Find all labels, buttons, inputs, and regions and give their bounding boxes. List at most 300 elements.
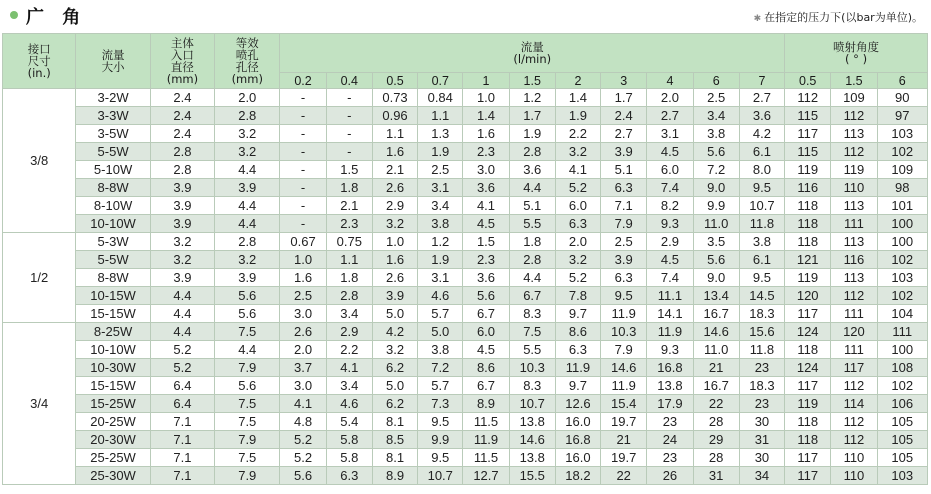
table-cell: 30 bbox=[739, 413, 784, 431]
table-cell: 2.6 bbox=[372, 269, 417, 287]
table-cell: 2.8 bbox=[150, 161, 214, 179]
table-body bbox=[3, 89, 928, 485]
table-cell: 30 bbox=[739, 449, 784, 467]
table-cell: 3.2 bbox=[215, 125, 280, 143]
table-cell: 117 bbox=[785, 305, 831, 323]
table-cell: 4.1 bbox=[555, 161, 600, 179]
table-cell: 105 bbox=[877, 431, 927, 449]
table-cell: - bbox=[280, 215, 326, 233]
table-cell: 11.8 bbox=[739, 215, 784, 233]
table-cell: 5.1 bbox=[601, 161, 647, 179]
table-cell: 103 bbox=[877, 269, 927, 287]
table-cell: 110 bbox=[831, 449, 877, 467]
table-cell: 2.7 bbox=[601, 125, 647, 143]
table-cell: - bbox=[326, 143, 372, 161]
table-cell: 119 bbox=[831, 161, 877, 179]
flow-pressure-header: 1 bbox=[463, 73, 509, 89]
table-cell: 2.9 bbox=[326, 323, 372, 341]
table-cell: 5.1 bbox=[509, 197, 555, 215]
table-row bbox=[3, 287, 928, 305]
table-cell: 4.2 bbox=[372, 323, 417, 341]
table-cell: 117 bbox=[785, 377, 831, 395]
table-cell: 2.0 bbox=[215, 89, 280, 107]
table-cell: 3.4 bbox=[418, 197, 463, 215]
table-cell: 2.9 bbox=[647, 233, 693, 251]
table-cell: 9.0 bbox=[693, 269, 739, 287]
table-row bbox=[3, 251, 928, 269]
table-cell: 2.5 bbox=[601, 233, 647, 251]
table-cell: 28 bbox=[693, 413, 739, 431]
table-cell: 3.0 bbox=[280, 305, 326, 323]
table-cell: 7.5 bbox=[509, 323, 555, 341]
table-cell: 2.8 bbox=[326, 287, 372, 305]
table-cell: 7.9 bbox=[601, 215, 647, 233]
table-cell: 4.4 bbox=[150, 287, 214, 305]
table-cell: 112 bbox=[785, 89, 831, 107]
table-cell: 3.6 bbox=[463, 269, 509, 287]
table-cell: 3.8 bbox=[418, 215, 463, 233]
table-cell: 1.8 bbox=[509, 233, 555, 251]
table-cell: 4.6 bbox=[418, 287, 463, 305]
table-cell: 4.4 bbox=[215, 197, 280, 215]
table-cell: 14.6 bbox=[693, 323, 739, 341]
table-cell: 109 bbox=[831, 89, 877, 107]
table-cell: 13.8 bbox=[509, 449, 555, 467]
table-cell: 15.6 bbox=[739, 323, 784, 341]
table-cell: 109 bbox=[877, 161, 927, 179]
header-row-main bbox=[3, 34, 928, 73]
table-cell: 8.3 bbox=[509, 377, 555, 395]
bullet-dot-icon bbox=[10, 11, 18, 19]
table-cell: 7.9 bbox=[215, 431, 280, 449]
table-cell: 1.2 bbox=[418, 233, 463, 251]
title-bar bbox=[0, 0, 931, 30]
flow-size-cell: 8-10W bbox=[76, 197, 150, 215]
table-cell: 3.9 bbox=[150, 269, 214, 287]
table-cell: 3.2 bbox=[215, 143, 280, 161]
table-cell: 112 bbox=[831, 413, 877, 431]
table-cell: 2.8 bbox=[509, 143, 555, 161]
table-cell: 6.4 bbox=[150, 377, 214, 395]
table-cell: 1.5 bbox=[463, 233, 509, 251]
table-cell: 8.1 bbox=[372, 449, 417, 467]
table-cell: 29 bbox=[693, 431, 739, 449]
table-row bbox=[3, 197, 928, 215]
col-header-spray-angle: 喷射角度 ( ° ) bbox=[785, 34, 928, 73]
table-cell: 6.7 bbox=[463, 377, 509, 395]
table-cell: 28 bbox=[693, 449, 739, 467]
table-cell: 12.7 bbox=[463, 467, 509, 485]
table-cell: 14.1 bbox=[647, 305, 693, 323]
table-row bbox=[3, 215, 928, 233]
table-cell: 3.9 bbox=[601, 251, 647, 269]
table-cell: 1.7 bbox=[601, 89, 647, 107]
flow-size-cell: 8-8W bbox=[76, 269, 150, 287]
table-cell: 3.2 bbox=[215, 251, 280, 269]
table-cell: 100 bbox=[877, 233, 927, 251]
table-row bbox=[3, 125, 928, 143]
table-cell: 118 bbox=[785, 233, 831, 251]
table-cell: 9.5 bbox=[418, 449, 463, 467]
table-cell: 5.2 bbox=[280, 431, 326, 449]
table-cell: 116 bbox=[831, 251, 877, 269]
table-cell: 1.0 bbox=[372, 233, 417, 251]
table-cell: 113 bbox=[831, 197, 877, 215]
table-cell: 5.7 bbox=[418, 305, 463, 323]
table-cell: 7.9 bbox=[215, 467, 280, 485]
table-cell: 111 bbox=[877, 323, 927, 341]
table-cell: 23 bbox=[647, 449, 693, 467]
table-cell: - bbox=[280, 89, 326, 107]
table-cell: 0.67 bbox=[280, 233, 326, 251]
flow-size-cell: 10-10W bbox=[76, 341, 150, 359]
table-cell: 3.4 bbox=[693, 107, 739, 125]
table-cell: 34 bbox=[739, 467, 784, 485]
table-cell: 24 bbox=[647, 431, 693, 449]
table-cell: 108 bbox=[877, 359, 927, 377]
table-cell: 0.84 bbox=[418, 89, 463, 107]
table-cell: 102 bbox=[877, 287, 927, 305]
table-cell: 5.0 bbox=[418, 323, 463, 341]
table-cell: 6.0 bbox=[463, 323, 509, 341]
table-cell: 5.2 bbox=[150, 359, 214, 377]
table-cell: 118 bbox=[785, 413, 831, 431]
table-cell: 13.4 bbox=[693, 287, 739, 305]
flow-pressure-header: 4 bbox=[647, 73, 693, 89]
table-cell: 1.8 bbox=[326, 179, 372, 197]
table-row bbox=[3, 449, 928, 467]
table-cell: 3.0 bbox=[463, 161, 509, 179]
table-cell: 4.1 bbox=[280, 395, 326, 413]
table-cell: 114 bbox=[831, 395, 877, 413]
table-cell: - bbox=[326, 107, 372, 125]
flow-size-cell: 25-30W bbox=[76, 467, 150, 485]
table-cell: 2.2 bbox=[555, 125, 600, 143]
table-cell: 2.0 bbox=[647, 89, 693, 107]
table-cell: 1.9 bbox=[418, 143, 463, 161]
page-title: 广 角 bbox=[26, 7, 87, 28]
table-cell: 105 bbox=[877, 413, 927, 431]
table-row bbox=[3, 413, 928, 431]
table-cell: 13.8 bbox=[647, 377, 693, 395]
table-cell: 117 bbox=[831, 359, 877, 377]
table-row bbox=[3, 305, 928, 323]
table-cell: 8.5 bbox=[372, 431, 417, 449]
table-cell: 5.6 bbox=[463, 287, 509, 305]
table-cell: 5.6 bbox=[215, 287, 280, 305]
table-cell: 2.6 bbox=[280, 323, 326, 341]
table-cell: 31 bbox=[739, 431, 784, 449]
table-cell: 16.0 bbox=[555, 413, 600, 431]
flow-size-cell: 5-10W bbox=[76, 161, 150, 179]
table-cell: - bbox=[280, 143, 326, 161]
flow-size-cell: 10-30W bbox=[76, 359, 150, 377]
flow-size-cell: 10-15W bbox=[76, 287, 150, 305]
table-cell: 19.7 bbox=[601, 449, 647, 467]
table-cell: 118 bbox=[785, 215, 831, 233]
table-cell: 119 bbox=[785, 269, 831, 287]
connection-size-cell: 1/2 bbox=[3, 233, 76, 323]
table-cell: 8.1 bbox=[372, 413, 417, 431]
flow-pressure-header: 7 bbox=[739, 73, 784, 89]
col-header-inlet-diameter: 主体 入口 直径 (mm) bbox=[150, 34, 214, 89]
table-cell: 2.7 bbox=[739, 89, 784, 107]
table-cell: 8.3 bbox=[509, 305, 555, 323]
table-cell: 98 bbox=[877, 179, 927, 197]
table-cell: 9.5 bbox=[601, 287, 647, 305]
table-cell: 9.9 bbox=[693, 197, 739, 215]
table-cell: 7.9 bbox=[601, 341, 647, 359]
angle-pressure-header: 1.5 bbox=[831, 73, 877, 89]
table-cell: 6.7 bbox=[463, 305, 509, 323]
table-cell: 5.5 bbox=[509, 215, 555, 233]
table-row bbox=[3, 89, 928, 107]
table-cell: 102 bbox=[877, 251, 927, 269]
table-cell: 21 bbox=[601, 431, 647, 449]
table-cell: 2.9 bbox=[372, 197, 417, 215]
table-cell: 4.5 bbox=[647, 251, 693, 269]
table-row bbox=[3, 179, 928, 197]
table-cell: 16.8 bbox=[647, 359, 693, 377]
table-row bbox=[3, 233, 928, 251]
table-cell: 6.0 bbox=[555, 197, 600, 215]
table-cell: 7.4 bbox=[647, 179, 693, 197]
connection-size-cell: 3/8 bbox=[3, 89, 76, 233]
table-cell: 16.7 bbox=[693, 377, 739, 395]
table-cell: 18.2 bbox=[555, 467, 600, 485]
table-cell: 9.0 bbox=[693, 179, 739, 197]
table-cell: 14.6 bbox=[509, 431, 555, 449]
table-cell: 100 bbox=[877, 215, 927, 233]
pressure-note bbox=[754, 9, 923, 25]
table-cell: 16.8 bbox=[555, 431, 600, 449]
table-cell: 5.2 bbox=[555, 179, 600, 197]
table-cell: 117 bbox=[785, 125, 831, 143]
table-cell: 23 bbox=[647, 413, 693, 431]
table-cell: 11.5 bbox=[463, 449, 509, 467]
table-cell: 1.8 bbox=[326, 269, 372, 287]
table-row bbox=[3, 395, 928, 413]
table-cell: 5.8 bbox=[326, 449, 372, 467]
table-cell: 14.5 bbox=[739, 287, 784, 305]
table-cell: 16.0 bbox=[555, 449, 600, 467]
table-cell: 3.2 bbox=[150, 251, 214, 269]
flow-pressure-header: 2 bbox=[555, 73, 600, 89]
table-cell: 1.3 bbox=[418, 125, 463, 143]
table-cell: 22 bbox=[601, 467, 647, 485]
table-cell: 2.7 bbox=[647, 107, 693, 125]
table-cell: 121 bbox=[785, 251, 831, 269]
table-cell: 1.0 bbox=[463, 89, 509, 107]
col-header-flow-size: 流量 大小 bbox=[76, 34, 150, 89]
table-cell: 117 bbox=[785, 467, 831, 485]
table-cell: - bbox=[326, 89, 372, 107]
flow-size-cell: 8-8W bbox=[76, 179, 150, 197]
table-cell: 15.5 bbox=[509, 467, 555, 485]
table-cell: 6.3 bbox=[555, 215, 600, 233]
table-cell: - bbox=[280, 179, 326, 197]
table-cell: 1.9 bbox=[509, 125, 555, 143]
table-cell: 90 bbox=[877, 89, 927, 107]
table-cell: 8.2 bbox=[647, 197, 693, 215]
table-cell: 2.8 bbox=[150, 143, 214, 161]
table-cell: 5.6 bbox=[215, 305, 280, 323]
table-cell: 11.0 bbox=[693, 215, 739, 233]
flow-size-cell: 15-15W bbox=[76, 377, 150, 395]
table-cell: 11.9 bbox=[647, 323, 693, 341]
table-cell: 9.7 bbox=[555, 305, 600, 323]
table-cell: 7.5 bbox=[215, 449, 280, 467]
table-cell: 2.4 bbox=[150, 107, 214, 125]
table-cell: 5.2 bbox=[555, 269, 600, 287]
table-cell: 2.8 bbox=[215, 233, 280, 251]
table-cell: 119 bbox=[785, 161, 831, 179]
table-cell: 1.1 bbox=[326, 251, 372, 269]
table-cell: 2.0 bbox=[280, 341, 326, 359]
table-cell: 6.0 bbox=[647, 161, 693, 179]
table-cell: 100 bbox=[877, 341, 927, 359]
table-cell: 11.9 bbox=[601, 377, 647, 395]
flow-size-cell: 3-5W bbox=[76, 125, 150, 143]
table-cell: 5.6 bbox=[693, 143, 739, 161]
table-cell: 3.2 bbox=[372, 215, 417, 233]
spray-nozzle-table bbox=[2, 33, 928, 485]
table-cell: 7.1 bbox=[150, 413, 214, 431]
table-cell: 3.9 bbox=[215, 269, 280, 287]
table-cell: 104 bbox=[877, 305, 927, 323]
table-cell: 115 bbox=[785, 107, 831, 125]
table-row bbox=[3, 359, 928, 377]
table-cell: 7.1 bbox=[601, 197, 647, 215]
table-cell: 3.8 bbox=[693, 125, 739, 143]
table-row bbox=[3, 323, 928, 341]
table-cell: 2.3 bbox=[326, 215, 372, 233]
flow-pressure-header: 0.2 bbox=[280, 73, 326, 89]
table-cell: 5.4 bbox=[326, 413, 372, 431]
table-row bbox=[3, 377, 928, 395]
table-cell: 112 bbox=[831, 143, 877, 161]
table-cell: 11.9 bbox=[601, 305, 647, 323]
table-cell: 5.2 bbox=[150, 341, 214, 359]
table-cell: 2.4 bbox=[150, 89, 214, 107]
table-cell: 11.9 bbox=[555, 359, 600, 377]
table-cell: 106 bbox=[877, 395, 927, 413]
table-cell: 112 bbox=[831, 107, 877, 125]
table-cell: 5.0 bbox=[372, 377, 417, 395]
table-cell: 2.3 bbox=[463, 143, 509, 161]
table-cell: 10.7 bbox=[739, 197, 784, 215]
flow-size-cell: 5-5W bbox=[76, 251, 150, 269]
table-cell: 112 bbox=[831, 431, 877, 449]
flow-size-cell: 15-25W bbox=[76, 395, 150, 413]
table-cell: - bbox=[280, 125, 326, 143]
table-cell: 2.8 bbox=[215, 107, 280, 125]
table-cell: 0.75 bbox=[326, 233, 372, 251]
table-cell: 2.3 bbox=[463, 251, 509, 269]
table-cell: 7.2 bbox=[693, 161, 739, 179]
table-cell: 118 bbox=[785, 431, 831, 449]
table-cell: 3.8 bbox=[739, 233, 784, 251]
table-cell: 17.9 bbox=[647, 395, 693, 413]
table-cell: 11.8 bbox=[739, 341, 784, 359]
table-cell: 110 bbox=[831, 467, 877, 485]
table-cell: 12.6 bbox=[555, 395, 600, 413]
table-cell: 1.1 bbox=[372, 125, 417, 143]
table-cell: 111 bbox=[831, 341, 877, 359]
flow-size-cell: 20-25W bbox=[76, 413, 150, 431]
table-cell: 111 bbox=[831, 215, 877, 233]
table-cell: 111 bbox=[831, 305, 877, 323]
table-cell: 5.7 bbox=[418, 377, 463, 395]
flow-size-cell: 5-3W bbox=[76, 233, 150, 251]
connection-size-cell: 3/4 bbox=[3, 323, 76, 485]
table-cell: 97 bbox=[877, 107, 927, 125]
table-cell: 117 bbox=[785, 449, 831, 467]
table-cell: 6.4 bbox=[150, 395, 214, 413]
table-cell: 11.0 bbox=[693, 341, 739, 359]
table-cell: 101 bbox=[877, 197, 927, 215]
table-cell: 1.5 bbox=[326, 161, 372, 179]
table-cell: 10.3 bbox=[601, 323, 647, 341]
table-cell: 120 bbox=[785, 287, 831, 305]
table-cell: 3.6 bbox=[463, 179, 509, 197]
table-row bbox=[3, 467, 928, 485]
table-cell: 3.9 bbox=[150, 215, 214, 233]
table-cell: 2.5 bbox=[280, 287, 326, 305]
table-cell: 7.4 bbox=[647, 269, 693, 287]
table-cell: 2.5 bbox=[418, 161, 463, 179]
table-cell: 6.3 bbox=[555, 341, 600, 359]
flow-size-cell: 25-25W bbox=[76, 449, 150, 467]
table-cell: 3.6 bbox=[509, 161, 555, 179]
table-cell: 6.1 bbox=[739, 143, 784, 161]
table-cell: 3.2 bbox=[555, 251, 600, 269]
flow-pressure-header: 3 bbox=[601, 73, 647, 89]
table-cell: - bbox=[280, 161, 326, 179]
table-cell: 4.1 bbox=[463, 197, 509, 215]
table-cell: 105 bbox=[877, 449, 927, 467]
table-cell: 0.96 bbox=[372, 107, 417, 125]
table-cell: 112 bbox=[831, 287, 877, 305]
table-cell: 4.5 bbox=[463, 341, 509, 359]
table-cell: 7.1 bbox=[150, 449, 214, 467]
table-cell: 5.2 bbox=[280, 449, 326, 467]
table-row bbox=[3, 161, 928, 179]
table-cell: 7.9 bbox=[215, 359, 280, 377]
table-cell: 0.73 bbox=[372, 89, 417, 107]
table-row bbox=[3, 269, 928, 287]
table-cell: 4.8 bbox=[280, 413, 326, 431]
table-cell: 115 bbox=[785, 143, 831, 161]
flow-size-cell: 5-5W bbox=[76, 143, 150, 161]
table-cell: 7.1 bbox=[150, 431, 214, 449]
table-cell: 1.9 bbox=[555, 107, 600, 125]
table-cell: 1.6 bbox=[372, 251, 417, 269]
table-cell: 14.6 bbox=[601, 359, 647, 377]
flow-size-cell: 3-2W bbox=[76, 89, 150, 107]
table-cell: 3.9 bbox=[372, 287, 417, 305]
table-cell: 9.3 bbox=[647, 341, 693, 359]
table-cell: 6.1 bbox=[739, 251, 784, 269]
table-cell: 7.3 bbox=[418, 395, 463, 413]
table-cell: 4.1 bbox=[326, 359, 372, 377]
table-cell: 5.0 bbox=[372, 305, 417, 323]
table-row bbox=[3, 431, 928, 449]
flow-size-cell: 10-10W bbox=[76, 215, 150, 233]
table-cell: 11.1 bbox=[647, 287, 693, 305]
table-cell: 3.9 bbox=[150, 197, 214, 215]
table-cell: - bbox=[280, 107, 326, 125]
